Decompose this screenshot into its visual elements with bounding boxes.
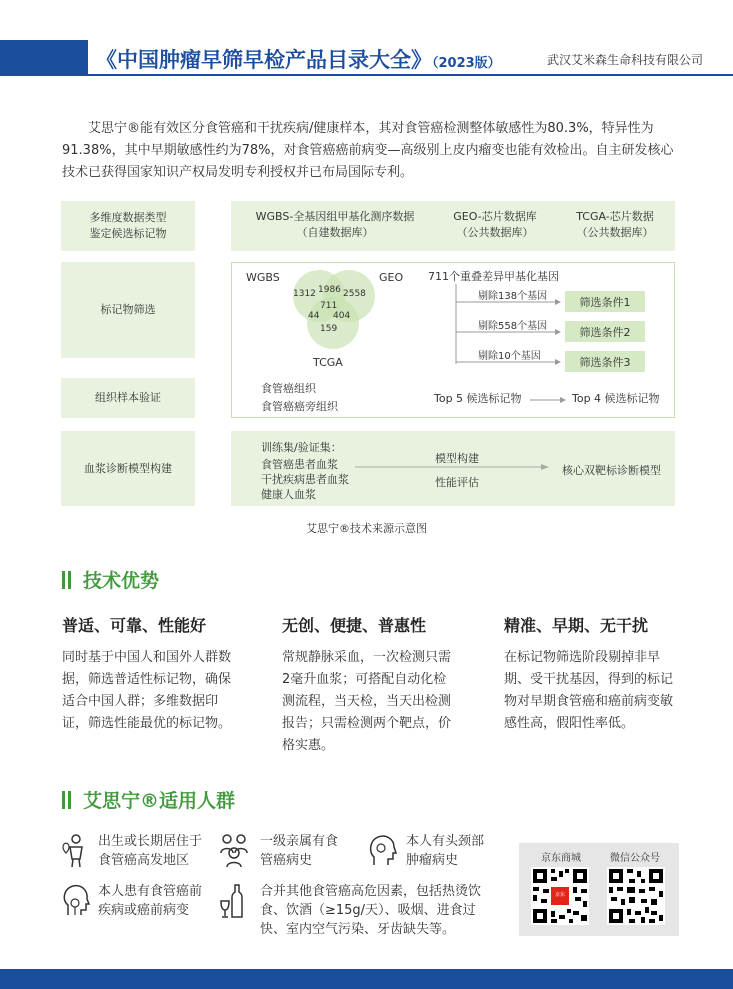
- population-heading: [62, 786, 235, 813]
- venn-label-wgbs: WGBS: [246, 271, 280, 284]
- population-text: 肿瘤病史: [406, 853, 459, 868]
- population-text: 本人有头颈部: [406, 834, 485, 849]
- adv-head-1: 普适、可靠、性能好: [62, 616, 207, 635]
- remove-10-label: 剔除10个基因: [478, 351, 541, 362]
- page-title: [96, 44, 501, 74]
- top-arrow: [530, 396, 568, 404]
- heading-bar: [68, 571, 71, 589]
- header-accent-block: [0, 40, 88, 76]
- wechat-qr-code[interactable]: [607, 867, 665, 925]
- venn-value-1312: 1312: [293, 289, 316, 299]
- db-wgbs: WGBS-全基因组甲基化测序数据 （自建数据库）: [255, 210, 415, 239]
- jd-badge: 京东: [554, 892, 565, 898]
- train-interference-plasma: 干扰疾病患者血浆: [261, 473, 349, 486]
- population-text: 本人患有食管癌前: [98, 884, 203, 899]
- tissue-cancer: 食管癌组织: [261, 382, 316, 395]
- person-location-icon: [60, 833, 92, 869]
- population-text: 食管癌高发地区: [98, 853, 190, 868]
- tissue-adjacent: 食管癌癌旁组织: [261, 400, 338, 413]
- top5-label: Top 5 候选标记物: [434, 392, 522, 405]
- venn-label-tcga: TCGA: [313, 356, 343, 369]
- header-rule: [88, 74, 733, 76]
- step-box-tissue-validation: 组织样本验证: [61, 378, 195, 418]
- model-build-label: 模型构建: [435, 452, 479, 465]
- population-item-4: [98, 882, 202, 920]
- population-text: 合并其他食管癌高危因素，包括热烫饮: [260, 884, 482, 899]
- intro-paragraph: 艾思宁®能有效区分食管癌和干扰疾病/健康样本，其对食管癌检测整体敏感性为80.3%，特异性为91.38%，其中早期敏感性约为78%，对食管癌癌前病变—高级别上皮内瘤变也能有效检出。自主研发核心技术已获得国家知识产权局发明专利授权并已布局国际专利。: [62, 121, 674, 180]
- venn-value-159: 159: [320, 324, 338, 334]
- venn-value-1986: 1986: [318, 285, 341, 295]
- train-healthy-plasma: 健康人血浆: [261, 488, 316, 501]
- performance-label: 性能评估: [435, 476, 479, 489]
- step-box-plasma-model: 血浆诊断模型构建: [61, 431, 195, 506]
- db-tcga: TCGA-芯片数据 （公共数据库）: [576, 210, 654, 239]
- venn-label-geo: GEO: [379, 271, 404, 284]
- top4-label: Top 4 候选标记物: [572, 392, 660, 405]
- db-geo: GEO-芯片数据库 （公共数据库）: [453, 210, 537, 239]
- adv-head-2: 无创、便捷、普惠性: [282, 616, 427, 635]
- population-item-3: [406, 832, 484, 870]
- population-text: 管癌病史: [260, 853, 313, 868]
- population-item-5: [260, 882, 481, 939]
- adv-head-3: 精准、早期、无干扰: [504, 616, 649, 635]
- remove-558-label: 剔除558个基因: [478, 321, 548, 332]
- population-text: 快、室内空气污染、牙齿缺失等。: [260, 922, 456, 937]
- venn-value-711: 711: [320, 301, 338, 311]
- family-icon: [218, 833, 250, 869]
- throat-icon: [60, 883, 92, 919]
- population-text: 食、饮酒（≥15g/天）、吸烟、进食过: [260, 903, 476, 918]
- head-neck-icon: [366, 833, 398, 869]
- train-title: 训练集/验证集：: [261, 441, 342, 454]
- population-item-1: [98, 832, 202, 870]
- population-text: 一级亲属有食: [260, 834, 339, 849]
- train-cancer-plasma: 食管癌患者血浆: [261, 458, 338, 471]
- company-name: 武汉艾米森生命科技有限公司: [546, 53, 703, 67]
- adv-text-2: 常规静脉采血，一次检测只需2毫升血浆；可搭配自动化检测流程，当天检，当天出检测报告；只需检测两个靶点，价格实惠。: [282, 650, 452, 753]
- condition-3: 筛选条件3: [565, 351, 645, 372]
- adv-text-3: 在标记物筛选阶段剔掉非早期、受干扰基因，得到的标记物对早期食管癌和癌前病变敏感性高，假阳性率低。: [504, 650, 674, 731]
- result-model-label: 核心双靶标诊断模型: [562, 464, 661, 477]
- adv-text-1: 同时基于中国人和国外人群数据，筛选普适性标记物，确保适合中国人群；多维数据印证，筛选性能最优的标记物。: [62, 650, 232, 731]
- condition-1: 筛选条件1: [565, 291, 645, 312]
- footer-band: [0, 969, 733, 989]
- overlap-genes-label: 711个重叠差异甲基化基因: [428, 270, 559, 283]
- population-title: 艾思宁®适用人群: [83, 790, 236, 812]
- venn-value-404: 404: [333, 311, 351, 321]
- population-text: 出生或长期居住于: [98, 834, 203, 849]
- qr-label-jd: 京东商城: [541, 853, 581, 864]
- bottle-glass-icon: [218, 883, 250, 919]
- title-year: （2023版）: [432, 56, 501, 71]
- qr-label-wechat: 微信公众号: [610, 853, 660, 864]
- heading-bar: [68, 791, 71, 809]
- venn-value-44: 44: [308, 311, 320, 321]
- title-text: 《中国肿瘤早筛早检产品目录大全》: [96, 48, 432, 72]
- remove-138-label: 剔除138个基因: [478, 291, 548, 302]
- diagram-caption: 艾思宁®技术来源示意图: [306, 522, 427, 535]
- condition-2: 筛选条件2: [565, 321, 645, 342]
- advantages-title: 技术优势: [83, 570, 160, 592]
- step-box-data-types: 多维度数据类型 鉴定候选标记物: [61, 201, 195, 251]
- advantages-heading: [62, 566, 159, 593]
- step-box-marker-screening: 标记物筛选: [61, 262, 195, 358]
- venn-value-2558: 2558: [343, 289, 366, 299]
- population-item-2: [260, 832, 338, 870]
- qr-panel: [519, 843, 679, 936]
- population-text: 疾病或癌前病变: [98, 903, 190, 918]
- heading-bar: [62, 571, 65, 589]
- heading-bar: [62, 791, 65, 809]
- header-band: [0, 40, 733, 76]
